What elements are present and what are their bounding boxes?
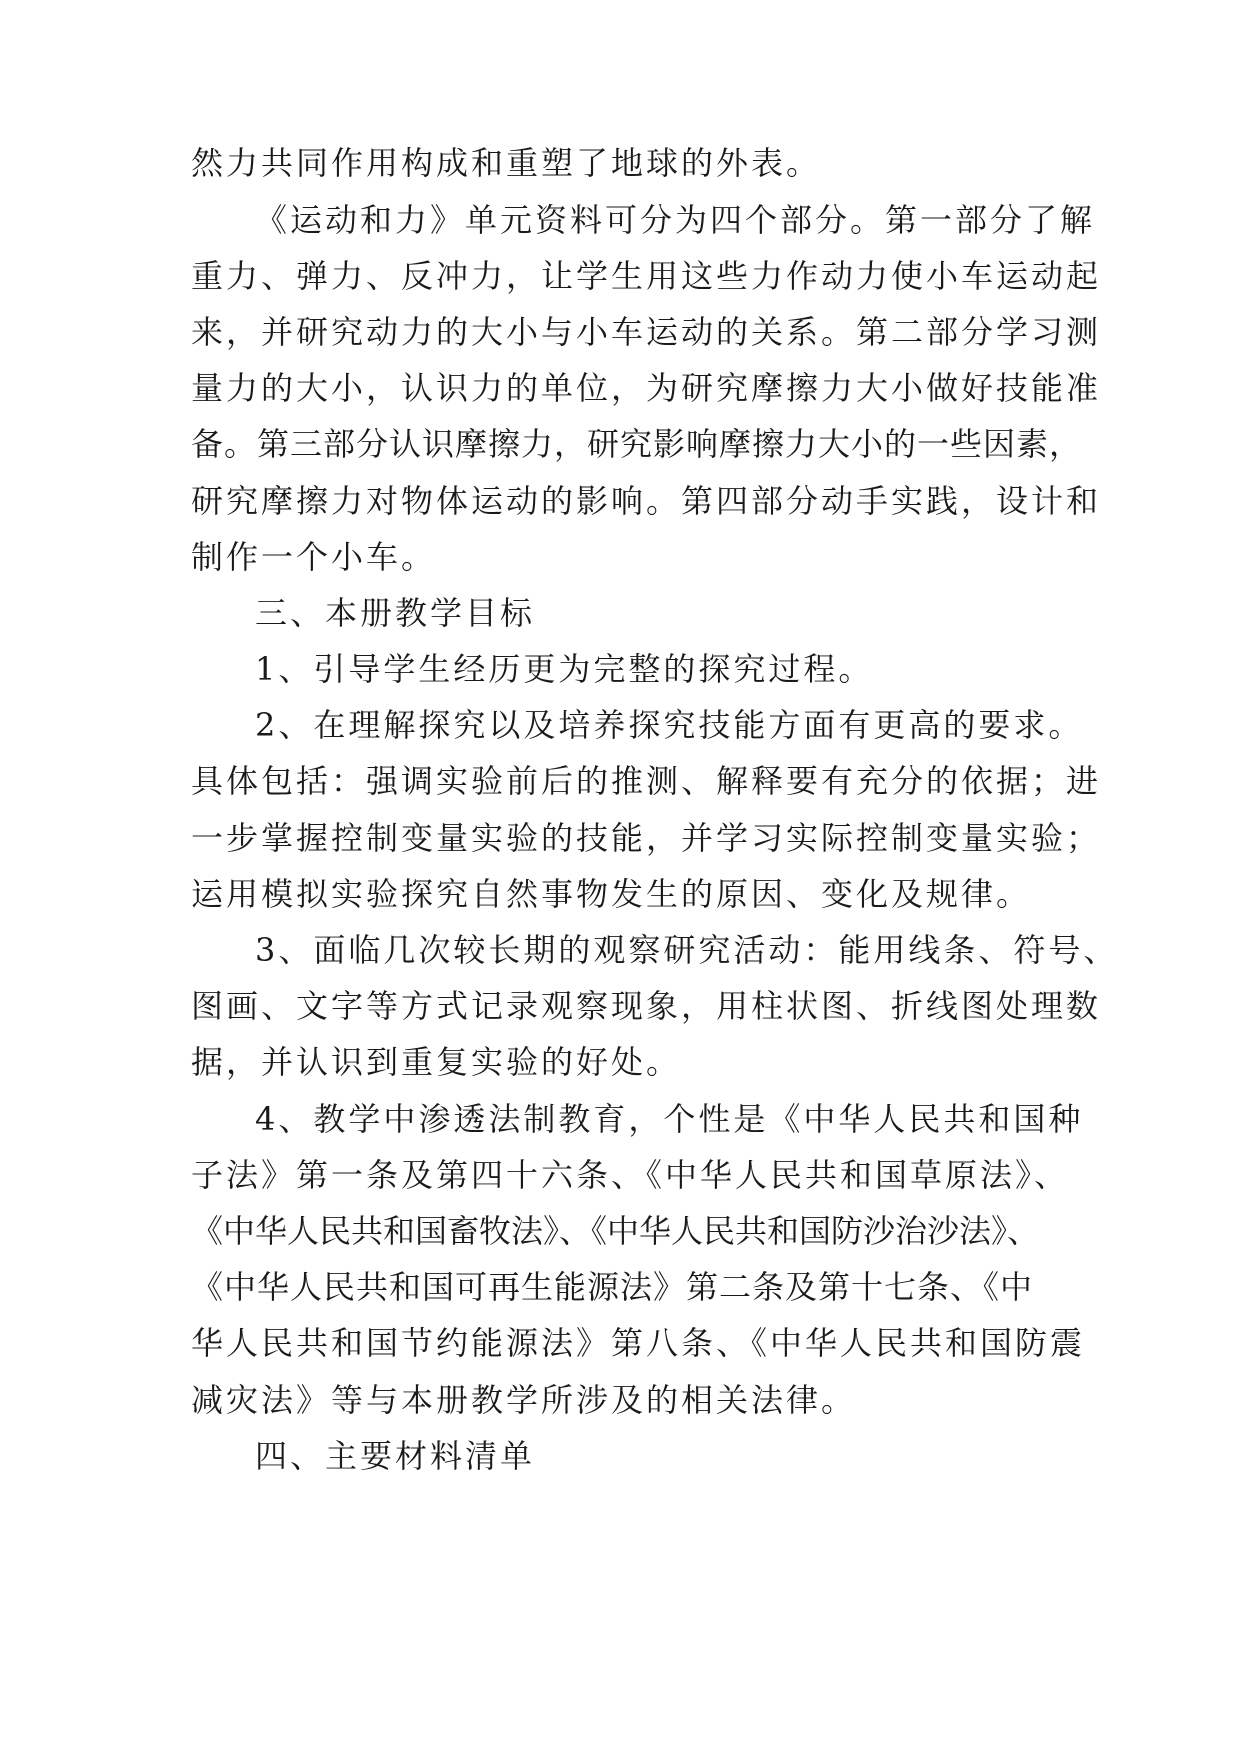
text-line: 《运动和力》单元资料可分为四个部分。第一部分了解 [255, 201, 1096, 239]
text-line: 图画、文字等方式记录观察现象，用柱状图、折线图处理数 [191, 987, 1102, 1025]
text-line: 来，并研究动力的大小与小车运动的关系。第二部分学习测 [191, 313, 1102, 351]
text-line: 《中华人民共和国可再生能源法》第二条及第十七条、《中 [191, 1268, 1034, 1306]
text-line: 具体包括：强调实验前后的推测、解释要有充分的依据；进 [191, 762, 1102, 800]
text-line: 运用模拟实验探究自然事物发生的原因、变化及规律。 [191, 875, 1032, 913]
section-heading: 四、主要材料清单 [255, 1437, 536, 1475]
text-line: 子法》第一条及第四十六条、《中华人民共和国草原法》、 [191, 1156, 1070, 1194]
text-line: 一步掌握控制变量实验的技能，并学习实际控制变量实验； [191, 819, 1102, 857]
text-line: 据，并认识到重复实验的好处。 [191, 1043, 682, 1081]
text-line: 重力、弹力、反冲力，让学生用这些力作动力使小车运动起 [191, 257, 1102, 295]
text-line: 4、教学中渗透法制教育，个性是《中华人民共和国种 [255, 1100, 1084, 1138]
text-line: 华人民共和国节约能源法》第八条、《中华人民共和国防震 [191, 1324, 1086, 1362]
text-line: 2、在理解探究以及培养探究技能方面有更高的要求。 [255, 706, 1084, 744]
text-line: 量力的大小，认识力的单位，为研究摩擦力大小做好技能准 [191, 369, 1102, 407]
text-line: 然力共同作用构成和重塑了地球的外表。 [191, 144, 822, 182]
text-line: 《中华人民共和国畜牧法》、《中华人民共和国防沙治沙法》、 [191, 1212, 1040, 1250]
text-line: 研究摩擦力对物体运动的影响。第四部分动手实践，设计和 [191, 482, 1102, 520]
text-line: 备。第三部分认识摩擦力，研究影响摩擦力大小的一些因素， [191, 425, 1083, 463]
text-line: 1、引导学生经历更为完整的探究过程。 [255, 650, 874, 688]
text-line: 3、面临几次较长期的观察研究活动：能用线条、符号、 [255, 931, 1119, 969]
section-heading: 三、本册教学目标 [255, 594, 536, 632]
text-line: 减灾法》等与本册教学所涉及的相关法律。 [191, 1381, 857, 1419]
text-line: 制作一个小车。 [191, 538, 437, 576]
